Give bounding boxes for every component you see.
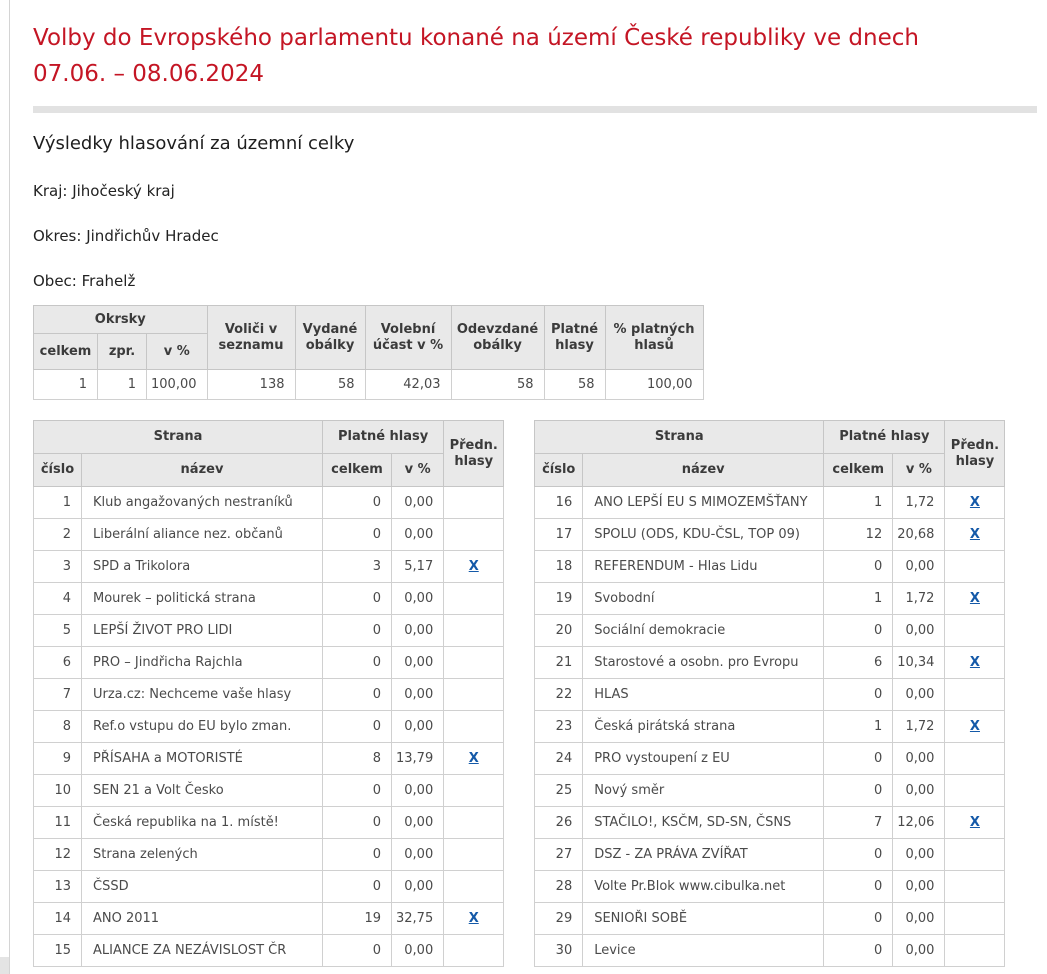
party-number: 3 [34,551,82,583]
pct-platnych-hlasu-value: 100,00 [605,370,703,400]
title-divider [33,106,1037,113]
party-name: Česká pirátská strana [583,711,824,743]
header-celkem: celkem [323,454,392,487]
party-row [535,679,1005,711]
party-votes-total: 19 [323,903,392,935]
party-results-table-left [33,420,504,967]
pref-votes-cell [945,519,1005,551]
party-name: Volte Pr.Blok www.cibulka.net [583,871,824,903]
party-votes-pct: 0,00 [392,519,444,551]
header-strana: Strana [535,421,824,454]
party-number: 2 [34,519,82,551]
obec-line [33,272,1047,290]
party-name: DSZ - ZA PRÁVA ZVÍŘAT [583,839,824,871]
party-votes-pct: 32,75 [392,903,444,935]
party-name: SENIOŘI SOBĚ [583,903,824,935]
pref-votes-cell [945,903,1005,935]
party-name: REFERENDUM - Hlas Lidu [583,551,824,583]
party-votes-pct: 0,00 [392,711,444,743]
page-left-border [9,0,10,974]
pref-votes-link[interactable]: X [468,911,479,926]
party-votes-total: 3 [323,551,392,583]
party-row [34,711,504,743]
pref-votes-cell [444,775,504,807]
party-row [34,743,504,775]
party-votes-pct: 10,34 [893,647,945,679]
party-name: PRO – Jindřicha Rajchla [82,647,323,679]
party-number: 19 [535,583,583,615]
party-row [535,487,1005,519]
party-votes-pct: 0,00 [392,487,444,519]
pref-votes-cell [945,807,1005,839]
header-platne-hlasy: Platné hlasy [544,306,605,370]
page-title-line1: Volby do Evropského parlamentu konané na území České republiky ve dnech [33,25,919,51]
party-votes-pct: 0,00 [392,839,444,871]
pref-votes-link[interactable]: X [468,559,479,574]
party-votes-total: 1 [824,711,893,743]
header-volici-v-seznamu: Voliči v seznamu [207,306,295,370]
party-number: 6 [34,647,82,679]
party-number: 16 [535,487,583,519]
party-votes-total: 0 [824,839,893,871]
header-vydane-obalky: Vydané obálky [295,306,365,370]
party-number: 22 [535,679,583,711]
pref-votes-cell [945,487,1005,519]
party-row [535,711,1005,743]
party-row [535,615,1005,647]
party-votes-pct: 12,06 [893,807,945,839]
party-number: 17 [535,519,583,551]
party-votes-pct: 0,00 [893,551,945,583]
party-votes-total: 0 [323,583,392,615]
party-number: 24 [535,743,583,775]
party-votes-pct: 0,00 [893,935,945,967]
okrsky-v-pct-value: 100,00 [147,370,208,400]
party-row [34,615,504,647]
party-row [535,551,1005,583]
party-votes-pct: 5,17 [392,551,444,583]
obec-label: Obec: [33,272,77,290]
party-votes-pct: 0,00 [893,871,945,903]
header-okrsky-v-pct: v % [147,334,208,370]
party-votes-pct: 0,00 [893,903,945,935]
odevzdane-obalky-value: 58 [451,370,544,400]
pref-votes-cell [444,807,504,839]
party-name: ALIANCE ZA NEZÁVISLOST ČR [82,935,323,967]
header-strana: Strana [34,421,323,454]
party-votes-total: 0 [824,871,893,903]
party-votes-pct: 0,00 [392,615,444,647]
party-row [34,807,504,839]
party-name: SEN 21 a Volt Česko [82,775,323,807]
party-name: Liberální aliance nez. občanů [82,519,323,551]
party-votes-total: 0 [323,647,392,679]
party-votes-pct: 0,00 [392,807,444,839]
party-votes-pct: 0,00 [893,615,945,647]
header-platne-hlasy: Platné hlasy [824,421,945,454]
header-okrsky-zpr: zpr. [98,334,147,370]
pref-votes-cell [945,871,1005,903]
party-votes-total: 0 [323,871,392,903]
kraj-label: Kraj: [33,182,68,200]
pref-votes-cell [444,551,504,583]
pref-votes-cell [945,711,1005,743]
page-title-line2: 07.06. – 08.06.2024 [33,61,264,87]
party-row [535,871,1005,903]
party-row [535,935,1005,967]
pref-votes-cell [444,935,504,967]
page-title [33,20,1047,92]
party-number: 27 [535,839,583,871]
summary-data-row [34,370,704,400]
party-number: 15 [34,935,82,967]
party-votes-total: 0 [824,679,893,711]
party-row [34,903,504,935]
party-number: 4 [34,583,82,615]
okrsky-celkem-value: 1 [34,370,98,400]
party-row [34,935,504,967]
party-votes-total: 0 [824,551,893,583]
party-row [34,551,504,583]
party-votes-total: 0 [323,615,392,647]
pref-votes-cell [444,679,504,711]
header-predn-hlasy: Předn. hlasy [444,421,504,487]
party-votes-total: 0 [323,839,392,871]
pref-votes-cell [444,487,504,519]
turnout-summary-table [33,305,704,400]
party-name: Klub angažovaných nestraníků [82,487,323,519]
party-number: 30 [535,935,583,967]
party-votes-total: 0 [323,679,392,711]
pref-votes-link[interactable]: X [969,719,980,734]
party-number: 10 [34,775,82,807]
party-votes-pct: 1,72 [893,583,945,615]
pref-votes-cell [444,519,504,551]
party-votes-pct: 0,00 [392,871,444,903]
party-name: Mourek – politická strana [82,583,323,615]
party-name: Nový směr [583,775,824,807]
party-row [34,519,504,551]
party-number: 23 [535,711,583,743]
party-number: 28 [535,871,583,903]
section-subtitle: Výsledky hlasování za územní celky [33,133,355,154]
party-number: 20 [535,615,583,647]
party-votes-total: 0 [323,807,392,839]
header-predn-hlasy: Předn. hlasy [945,421,1005,487]
vydane-obalky-value: 58 [295,370,365,400]
header-nazev: název [82,454,323,487]
pref-votes-link[interactable]: X [468,751,479,766]
pref-votes-cell [444,839,504,871]
party-row [34,839,504,871]
party-row [535,775,1005,807]
party-row [34,871,504,903]
party-row [535,583,1005,615]
party-name: ANO 2011 [82,903,323,935]
party-name: LEPŠÍ ŽIVOT PRO LIDI [82,615,323,647]
party-tables-row [33,420,1047,967]
header-cislo: číslo [535,454,583,487]
kraj-line [33,182,1047,200]
volici-v-seznamu-value: 138 [207,370,295,400]
party-name: SPD a Trikolora [82,551,323,583]
pref-votes-link[interactable]: X [969,527,980,542]
page-bottom-left-corner [0,957,9,974]
party-votes-pct: 0,00 [893,743,945,775]
party-votes-pct: 0,00 [392,647,444,679]
pref-votes-cell [444,711,504,743]
pref-votes-cell [444,615,504,647]
party-number: 1 [34,487,82,519]
party-number: 21 [535,647,583,679]
party-votes-total: 0 [824,615,893,647]
party-votes-total: 0 [824,935,893,967]
pref-votes-cell [945,551,1005,583]
pref-votes-link[interactable]: X [969,815,980,830]
pref-votes-link[interactable]: X [969,591,980,606]
party-row [535,519,1005,551]
party-number: 11 [34,807,82,839]
party-name: ČSSD [82,871,323,903]
party-votes-pct: 0,00 [893,839,945,871]
pref-votes-cell [945,583,1005,615]
party-number: 7 [34,679,82,711]
header-v-pct: v % [893,454,945,487]
party-name: PRO vystoupení z EU [583,743,824,775]
party-row [34,583,504,615]
header-okrsky: Okrsky [34,306,208,334]
header-celkem: celkem [824,454,893,487]
party-votes-total: 7 [824,807,893,839]
okrsky-zpr-value: 1 [98,370,147,400]
party-votes-pct: 0,00 [392,583,444,615]
header-odevzdane-obalky: Odevzdané obálky [451,306,544,370]
party-name: HLAS [583,679,824,711]
party-results-table-right [534,420,1005,967]
platne-hlasy-value: 58 [544,370,605,400]
party-name: Levice [583,935,824,967]
party-votes-total: 1 [824,583,893,615]
party-name: Starostové a osobn. pro Evropu [583,647,824,679]
party-name: Urza.cz: Nechceme vaše hlasy [82,679,323,711]
okres-line [33,227,1047,245]
party-row [535,839,1005,871]
party-row [34,679,504,711]
pref-votes-cell [945,615,1005,647]
party-row [34,647,504,679]
header-okrsky-celkem: celkem [34,334,98,370]
pref-votes-cell [945,679,1005,711]
party-votes-total: 0 [323,519,392,551]
party-name: Ref.o vstupu do EU bylo zman. [82,711,323,743]
header-pct-platnych-hlasu: % platných hlasů [605,306,703,370]
party-votes-pct: 0,00 [392,775,444,807]
party-name: PŘÍSAHA a MOTORISTÉ [82,743,323,775]
party-row [535,743,1005,775]
party-name: SPOLU (ODS, KDU-ČSL, TOP 09) [583,519,824,551]
header-nazev: název [583,454,824,487]
content-area [33,0,1047,967]
party-votes-total: 0 [824,743,893,775]
party-number: 9 [34,743,82,775]
party-votes-total: 1 [824,487,893,519]
pref-votes-cell [444,903,504,935]
header-platne-hlasy: Platné hlasy [323,421,444,454]
party-number: 13 [34,871,82,903]
party-votes-total: 0 [824,903,893,935]
pref-votes-cell [945,935,1005,967]
party-number: 14 [34,903,82,935]
party-votes-total: 0 [323,711,392,743]
volebni-ucast-value: 42,03 [365,370,451,400]
party-row [535,807,1005,839]
pref-votes-cell [444,743,504,775]
kraj-value: Jihočeský kraj [72,182,175,200]
pref-votes-cell [444,647,504,679]
pref-votes-cell [945,743,1005,775]
party-votes-total: 0 [323,487,392,519]
party-votes-pct: 0,00 [893,775,945,807]
party-row [535,903,1005,935]
party-votes-pct: 20,68 [893,519,945,551]
pref-votes-cell [945,775,1005,807]
party-votes-pct: 1,72 [893,487,945,519]
pref-votes-link[interactable]: X [969,495,980,510]
party-number: 18 [535,551,583,583]
header-v-pct: v % [392,454,444,487]
party-row [34,487,504,519]
party-name: Česká republika na 1. místě! [82,807,323,839]
party-number: 12 [34,839,82,871]
party-votes-total: 0 [323,935,392,967]
party-number: 25 [535,775,583,807]
pref-votes-cell [444,583,504,615]
party-votes-pct: 0,00 [893,679,945,711]
party-name: ANO LEPŠÍ EU S MIMOZEMŠŤANY [583,487,824,519]
party-number: 29 [535,903,583,935]
header-cislo: číslo [34,454,82,487]
party-number: 26 [535,807,583,839]
party-votes-total: 0 [824,775,893,807]
party-row [34,775,504,807]
okres-label: Okres: [33,227,82,245]
pref-votes-cell [945,647,1005,679]
party-name: STAČILO!, KSČM, SD-SN, ČSNS [583,807,824,839]
party-number: 5 [34,615,82,647]
party-votes-pct: 0,00 [392,935,444,967]
pref-votes-cell [444,871,504,903]
party-votes-pct: 13,79 [392,743,444,775]
party-votes-total: 6 [824,647,893,679]
party-votes-pct: 1,72 [893,711,945,743]
party-votes-total: 0 [323,775,392,807]
party-name: Svobodní [583,583,824,615]
header-volebni-ucast: Volební účast v % [365,306,451,370]
party-row [535,647,1005,679]
party-votes-total: 8 [323,743,392,775]
pref-votes-link[interactable]: X [969,655,980,670]
party-votes-total: 12 [824,519,893,551]
pref-votes-cell [945,839,1005,871]
okres-value: Jindřichův Hradec [86,227,219,245]
obec-value: Frahelž [81,272,136,290]
party-name: Strana zelených [82,839,323,871]
party-votes-pct: 0,00 [392,679,444,711]
party-name: Sociální demokracie [583,615,824,647]
party-number: 8 [34,711,82,743]
